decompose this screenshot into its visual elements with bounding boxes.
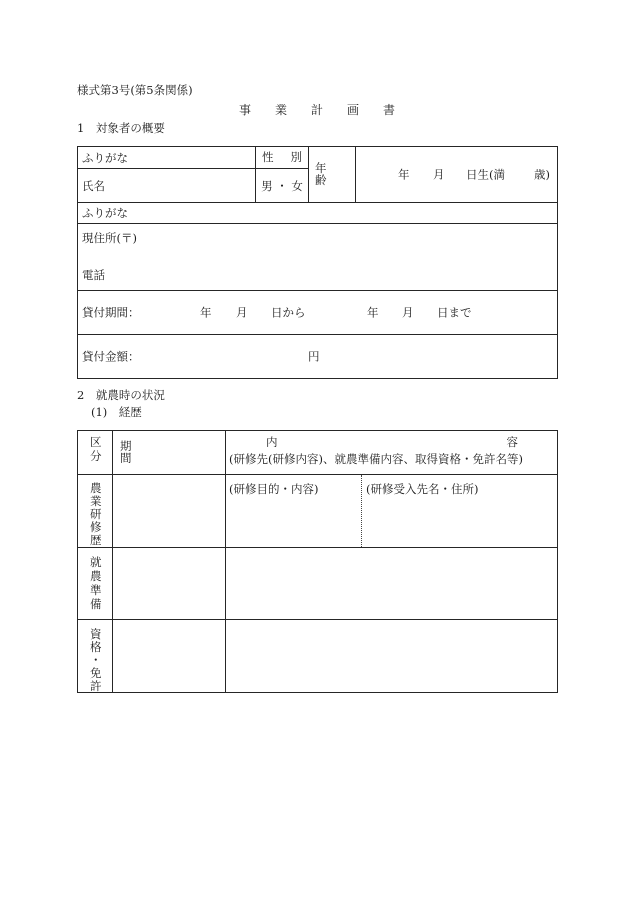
furigana-cell-2 [77,202,558,224]
row-license-category: 資格・免許 [88,628,103,693]
loan-amount-unit: 円 [308,348,320,363]
row-training-period-cell [112,474,226,548]
dotted-divider [361,475,362,547]
row-preparation-period-cell [112,547,226,620]
section2-subheading: (1) 経歴 [91,405,142,419]
age-label: 年 齢 [315,161,338,187]
section1-heading: 1 対象者の概要 [77,121,165,135]
row-preparation-category: 就農準備 [88,556,103,612]
header-content: 内容 [266,435,518,449]
header-content-note: (研修先(研修内容)、就農準備内容、取得資格・免許名等) [229,452,523,466]
loan-amount-label: 貸付金額： [82,348,140,363]
row-preparation-content-cell [225,547,558,620]
row-training-content-cell [225,474,558,548]
row-training-category: 農業研修歴 [88,482,103,547]
start-year-label: 年 [200,304,212,319]
end-month-label: 月 [402,304,414,319]
birth-day-age-label: 日生(満 [466,166,505,181]
birthdate-cell [355,146,558,203]
furigana-label: ふりがな [82,150,128,165]
birth-month-label: 月 [433,166,445,181]
sex-options: 男 ・ 女 [261,178,303,193]
header-category-cell [77,430,113,475]
sex-label: 性 別 [262,149,302,164]
start-month-label: 月 [236,304,248,319]
loan-amount-cell [77,334,558,379]
section2-heading: 2 就農時の状況 [77,388,165,402]
end-day-label: 日まで [437,304,472,319]
end-year-label: 年 [367,304,379,319]
document-title: 事 業 計 画 書 [238,103,395,117]
name-label: 氏名 [82,178,105,193]
header-period: 期 間 [120,439,189,465]
header-category: 区分 [88,436,103,464]
sex-label-cell [255,146,309,169]
header-period-cell [112,430,226,475]
name-cell [77,168,256,203]
loan-period-cell [77,290,558,335]
furigana-cell [77,146,256,169]
start-day-label: 日から [271,304,306,319]
loan-period-label: 貸付期間： [82,304,140,319]
row-preparation-category-cell [77,547,113,620]
age-unit-label: 歳) [534,166,550,181]
row-license-category-cell [77,619,113,693]
address-cell [77,223,558,291]
row-training-category-cell [77,474,113,548]
age-label-cell [308,146,356,203]
furigana-label-2: ふりがな [82,206,128,220]
address-label: 現住所(〒) [82,231,137,245]
form-number: 様式第3号(第5条関係) [77,83,193,97]
phone-label: 電話 [82,268,105,282]
training-host-label: (研修受入先名・住所) [366,482,479,496]
birth-year-label: 年 [398,166,410,181]
sex-options-cell [255,168,309,203]
row-license-content-cell [225,619,558,693]
row-license-period-cell [112,619,226,693]
header-content-cell [225,430,558,475]
training-purpose-label: (研修目的・内容) [229,482,319,496]
